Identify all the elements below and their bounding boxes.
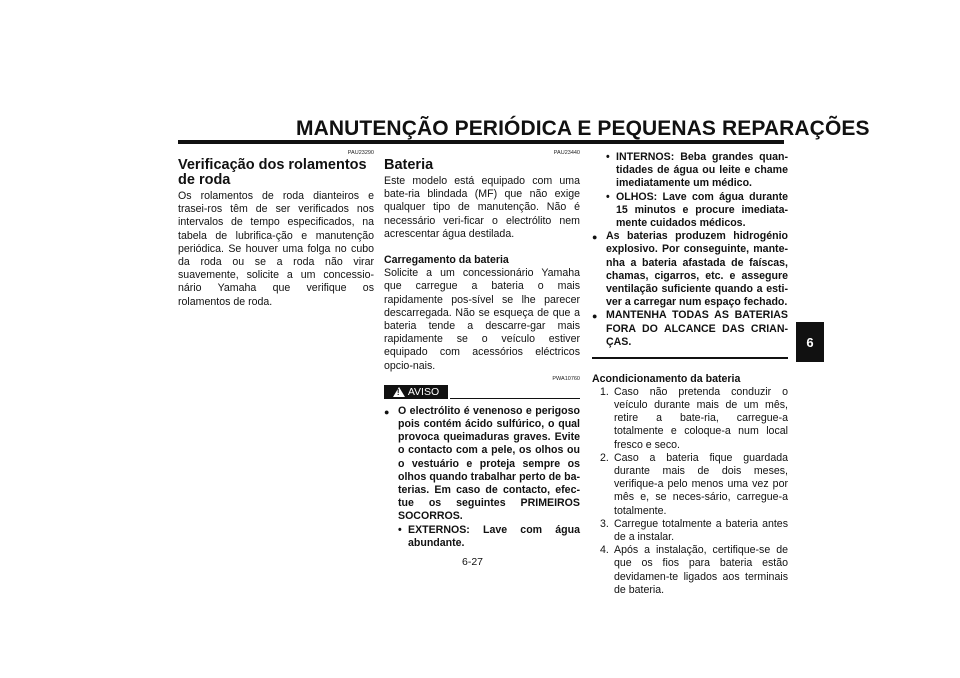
column-2 bbox=[384, 150, 580, 550]
list-item: 1. Caso não pretenda conduzir o veículo durante mais de um mês, retire a bate-ria, carregue-a totalmente e coloque-a num local fresco e seco. bbox=[600, 385, 788, 451]
column-3 bbox=[592, 151, 788, 597]
subheading-battery-storage: Acondicionamento da bateria bbox=[592, 372, 741, 385]
warning-bullet-hydrogen: ● As baterias produzem hidrogénio explosivo. Por conseguinte, mante-nha a bateria afastada de faíscas, chamas, cigarros, etc. e assegure ventilação suficiente quando a esti-ver a carregar num espaço fechado. bbox=[592, 230, 788, 309]
paragraph-wheel-bearings: Os rolamentos de roda dianteiros e trasei-ros têm de ser verificados nos intervalos de tempo especificados, na tabela de lubrifica-ção e manutenção periódica. Se houver uma folga no cubo da roda ou se a roda não virar suavemente, solicite a um concessio-nário Yamaha que verifique os rolamentos de roda. bbox=[178, 190, 374, 308]
section-code: PAU23290 bbox=[347, 150, 374, 156]
list-item: 3. Carregue totalmente a bateria antes de a instalar. bbox=[600, 517, 788, 543]
chapter-tab: 6 bbox=[796, 322, 824, 362]
paragraph-battery-charging: Solicite a um concessionário Yamaha que carregue a bateria o mais rapidamente pos-sível se lhe parecer descarregada. Não se esqueça de que a bateria tende a descarre-gar mais rapidamente se o veículo estiver equipado com acessórios eléctricos opcio-nais. bbox=[384, 267, 580, 372]
warning-triangle-icon: ! bbox=[393, 387, 405, 397]
bullet-small-icon: • bbox=[606, 151, 610, 163]
warning-code: PWA10760 bbox=[552, 375, 580, 382]
bullet-dot-icon: ● bbox=[592, 311, 598, 322]
warning-bullet-children: ● MANTENHA TODAS AS BATERIAS FORA DO ALCANCE DAS CRIAN-ÇAS. bbox=[592, 309, 788, 348]
first-aid-internal: • INTERNOS: Beba grandes quan-tidades de água ou leite e chame imediatamente um médico. bbox=[606, 151, 788, 190]
paragraph-battery-intro: Este modelo está equipado com uma bate-ria blindada (MF) que não exige qualquer tipo de manutenção. Não é necessário veri-ficar o electrólito nem acrescentar água destilada. bbox=[384, 175, 580, 240]
warning-label: AVISO bbox=[407, 385, 440, 398]
warning-banner bbox=[384, 385, 580, 401]
list-item: 4. Após a instalação, certifique-se de que os fios para bateria estão devidamen-te ligados aos terminais de bateria. bbox=[600, 544, 788, 596]
bullet-small-icon: • bbox=[606, 190, 610, 203]
warning-end-rule bbox=[592, 357, 788, 359]
bullet-dot-icon: ● bbox=[592, 232, 598, 243]
first-aid-eyes: • OLHOS: Lave com água durante 15 minutos e procure imediata-mente cuidados médicos. bbox=[606, 190, 788, 230]
first-aid-external: • EXTERNOS: Lave com água abundante. bbox=[398, 523, 580, 549]
section-heading-wheel-bearings: Verificação dos rolamentos de roda bbox=[178, 157, 367, 188]
warning-rule bbox=[450, 398, 580, 400]
column-1 bbox=[178, 150, 374, 309]
subheading-battery-charging: Carregamento da bateria bbox=[384, 254, 509, 267]
page-header-title: MANUTENÇÃO PERIÓDICA E PEQUENAS REPARAÇÕES bbox=[296, 117, 870, 140]
warning-bullet-electrolyte: ● O electrólito é venenoso e perigoso pois contém ácido sulfúrico, o qual provoca queimaduras graves. Evite o contacto com a pele, os olhos ou o vestuário e proteja sempre os olhos quando trabalhar perto de ba-terias. Em caso de contacto, efec-tue os seguintes PRIMEIROS SOCORROS. bbox=[384, 404, 580, 523]
list-item: 2. Caso a bateria fique guardada durante mais de dois meses, verifique-a pelo menos uma vez por mês e, se neces-sário, carregue-a totalmente. bbox=[600, 451, 788, 517]
section-heading-battery: Bateria bbox=[384, 157, 434, 173]
bullet-small-icon: • bbox=[398, 523, 402, 536]
header-rule bbox=[178, 140, 784, 144]
page-number: 6-27 bbox=[462, 556, 484, 568]
section-code: PAU23440 bbox=[553, 150, 580, 156]
warning-label-box bbox=[384, 385, 448, 399]
bullet-dot-icon: ● bbox=[384, 406, 390, 417]
